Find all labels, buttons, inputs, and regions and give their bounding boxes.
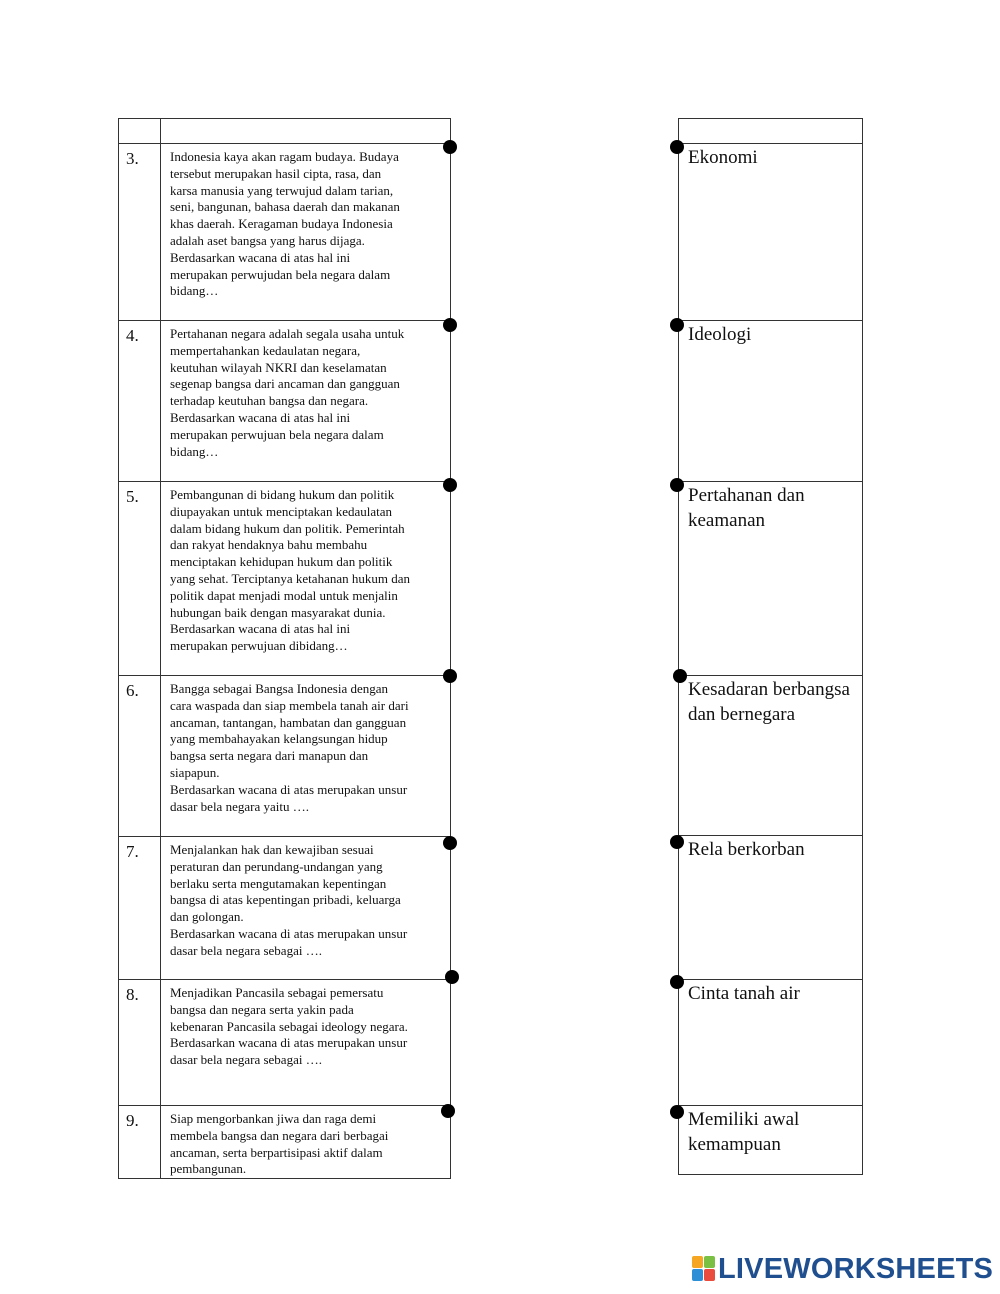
question-text: Pertahanan negara adalah segala usaha untuk mempertahankan kedaulatan negara, keutuhan wilayah NKRI dan keselamatan segenap bangsa dari ancaman dan gangguan terhadap keutuhan bangsa dan negara. Berdasarkan wacana di atas hal ini merupakan perwujuan bela negara dalam bidang… — [161, 321, 451, 482]
question-number: 6. — [119, 676, 161, 837]
logo-tile — [692, 1256, 703, 1268]
answer-text: Ekonomi — [679, 144, 863, 321]
question-number: 4. — [119, 321, 161, 482]
question-row — [119, 482, 451, 676]
question-row — [119, 837, 451, 980]
question-connector-dot[interactable] — [443, 140, 457, 154]
question-number: 9. — [119, 1106, 161, 1179]
answer-text: Pertahanan dan keamanan — [679, 482, 863, 676]
header-row — [679, 119, 863, 144]
answer-row — [679, 980, 863, 1106]
question-text: Pembangunan di bidang hukum dan politik diupayakan untuk menciptakan kedaulatan dalam bidang hukum dan politik. Pemerintah dan rakyat hendaknya bahu membahu menciptakan kehidupan hukum dan politik yang sehat. Terciptanya ketahanan hukum dan politik dapat menjadi modal untuk menjalin hubungan baik dengan masyarakat dunia. Berdasarkan wacana di atas hal ini merupakan perwujuan dibidang… — [161, 482, 451, 676]
answer-connector-dot[interactable] — [670, 975, 684, 989]
logo-tile — [704, 1256, 715, 1268]
question-row — [119, 1106, 451, 1179]
question-number: 7. — [119, 837, 161, 980]
answer-text: Cinta tanah air — [679, 980, 863, 1106]
answer-connector-dot[interactable] — [670, 1105, 684, 1119]
question-row — [119, 144, 451, 321]
header-cell-answer — [679, 119, 863, 144]
question-text: Menjalankan hak dan kewajiban sesuai peraturan dan perundang-undangan yang berlaku serta mengutamakan kepentingan bangsa di atas kepentingan pribadi, keluarga dan golongan. Berdasarkan wacana di atas merupakan unsur dasar bela negara sebagai …. — [161, 837, 451, 980]
question-row — [119, 321, 451, 482]
answer-row — [679, 482, 863, 676]
question-connector-dot[interactable] — [443, 318, 457, 332]
answer-row — [679, 1106, 863, 1175]
question-text: Indonesia kaya akan ragam budaya. Budaya tersebut merupakan hasil cipta, rasa, dan karsa manusia yang terwujud dalam tarian, seni, bangunan, bahasa daerah dan makanan khas daerah. Keragaman budaya Indonesia adalah aset bangsa yang harus dijaga. Berdasarkan wacana di atas hal ini merupakan perwujudan bela negara dalam bidang… — [161, 144, 451, 321]
header-row — [119, 119, 451, 144]
answer-text: Rela berkorban — [679, 836, 863, 980]
answer-text: Ideologi — [679, 321, 863, 482]
answer-row — [679, 321, 863, 482]
question-connector-dot[interactable] — [441, 1104, 455, 1118]
liveworksheets-logo — [692, 1253, 993, 1285]
logo-text: LIVEWORKSHEETS — [718, 1252, 994, 1285]
answer-connector-dot[interactable] — [670, 140, 684, 154]
questions-table — [118, 118, 451, 1179]
question-number: 3. — [119, 144, 161, 321]
question-text: Bangga sebagai Bangsa Indonesia dengan cara waspada dan siap membela tanah air dari ancaman, tantangan, hambatan dan gangguan yang membahayakan kelangsungan hidup bangsa serta negara dari manapun dan siapapun. Berdasarkan wacana di atas merupakan unsur dasar bela negara yaitu …. — [161, 676, 451, 837]
answer-text: Kesadaran berbangsa dan bernegara — [679, 676, 863, 836]
answer-row — [679, 836, 863, 980]
liveworksheets-logo-icon — [692, 1256, 716, 1282]
logo-tile — [704, 1269, 715, 1281]
question-text: Siap mengorbankan jiwa dan raga demi membela bangsa dan negara dari berbagai ancaman, serta berpartisipasi aktif dalam pembangunan. — [161, 1106, 451, 1179]
question-row — [119, 676, 451, 837]
answer-row — [679, 676, 863, 836]
header-cell-question — [161, 119, 451, 144]
answer-text: Memiliki awal kemampuan — [679, 1106, 863, 1175]
question-row — [119, 980, 451, 1106]
answer-connector-dot[interactable] — [673, 669, 687, 683]
question-number: 8. — [119, 980, 161, 1106]
header-cell-number — [119, 119, 161, 144]
question-connector-dot[interactable] — [443, 669, 457, 683]
answer-connector-dot[interactable] — [670, 478, 684, 492]
question-text: Menjadikan Pancasila sebagai pemersatu bangsa dan negara serta yakin pada kebenaran Pancasila sebagai ideology negara. Berdasarkan wacana di atas merupakan unsur dasar bela negara sebagai …. — [161, 980, 451, 1106]
question-connector-dot[interactable] — [443, 836, 457, 850]
question-number: 5. — [119, 482, 161, 676]
answer-connector-dot[interactable] — [670, 835, 684, 849]
question-connector-dot[interactable] — [443, 478, 457, 492]
answer-row — [679, 144, 863, 321]
answer-connector-dot[interactable] — [670, 318, 684, 332]
question-connector-dot[interactable] — [445, 970, 459, 984]
logo-tile — [692, 1269, 703, 1281]
answers-table — [678, 118, 863, 1175]
